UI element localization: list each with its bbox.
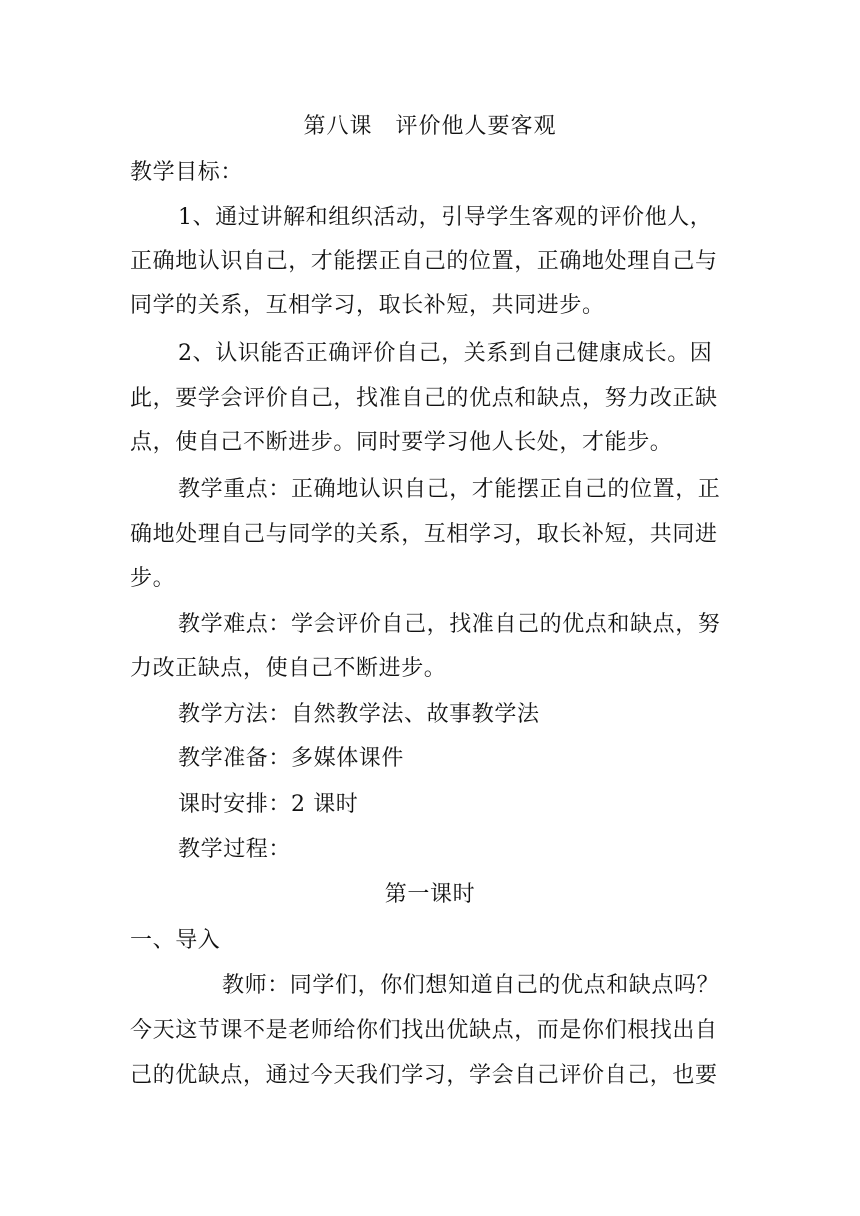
process-heading: 教学过程： bbox=[178, 837, 292, 862]
method-line: 教学方法：自然教学法、故事教学法 bbox=[178, 702, 540, 727]
section1-heading: 一、导入 bbox=[130, 928, 221, 953]
objectives-heading: 教学目标： bbox=[130, 160, 244, 185]
lesson-title: 第八课 评价他人要客观 bbox=[303, 114, 557, 139]
difficulty-line-1: 教学难点：学会评价自己，找准自己的优点和缺点，努 bbox=[178, 612, 721, 637]
objective2-line-3: 点，使自己不断进步。同时要学习他人长处，才能步。 bbox=[130, 430, 673, 455]
schedule-line: 课时安排：2 课时 bbox=[178, 792, 359, 817]
objective1-line-1: 1、通过讲解和组织活动，引导学生客观的评价他人， bbox=[178, 205, 713, 230]
key-point-line-1: 教学重点：正确地认识自己，才能摆正自己的位置，正 bbox=[178, 477, 721, 502]
intro-line-2: 今天这节课不是老师给你们找出优缺点，而是你们根找出自 bbox=[130, 1018, 718, 1043]
objective2-line-2: 此，要学会评价自己，找准自己的优点和缺点，努力改正缺 bbox=[130, 386, 718, 411]
objective1-line-2: 正确地认识自己，才能摆正自己的位置，正确地处理自己与 bbox=[130, 249, 718, 274]
preparation-line: 教学准备：多媒体课件 bbox=[178, 746, 405, 771]
intro-line-3: 己的优缺点，通过今天我们学习，学会自己评价自己，也要 bbox=[130, 1063, 718, 1088]
key-point-line-2: 确地处理自己与同学的关系，互相学习，取长补短，共同进 bbox=[130, 522, 718, 547]
difficulty-line-2: 力改正缺点，使自己不断进步。 bbox=[130, 656, 447, 681]
lesson1-heading: 第一课时 bbox=[384, 882, 476, 907]
key-point-line-3: 步。 bbox=[130, 566, 176, 591]
objective2-line-1: 2、认识能否正确评价自己，关系到自己健康成长。因 bbox=[178, 341, 713, 366]
intro-line-1: 教师：同学们，你们想知道自己的优点和缺点吗？ bbox=[222, 973, 720, 998]
objective1-line-3: 同学的关系，互相学习，取长补短，共同进步。 bbox=[130, 293, 605, 318]
